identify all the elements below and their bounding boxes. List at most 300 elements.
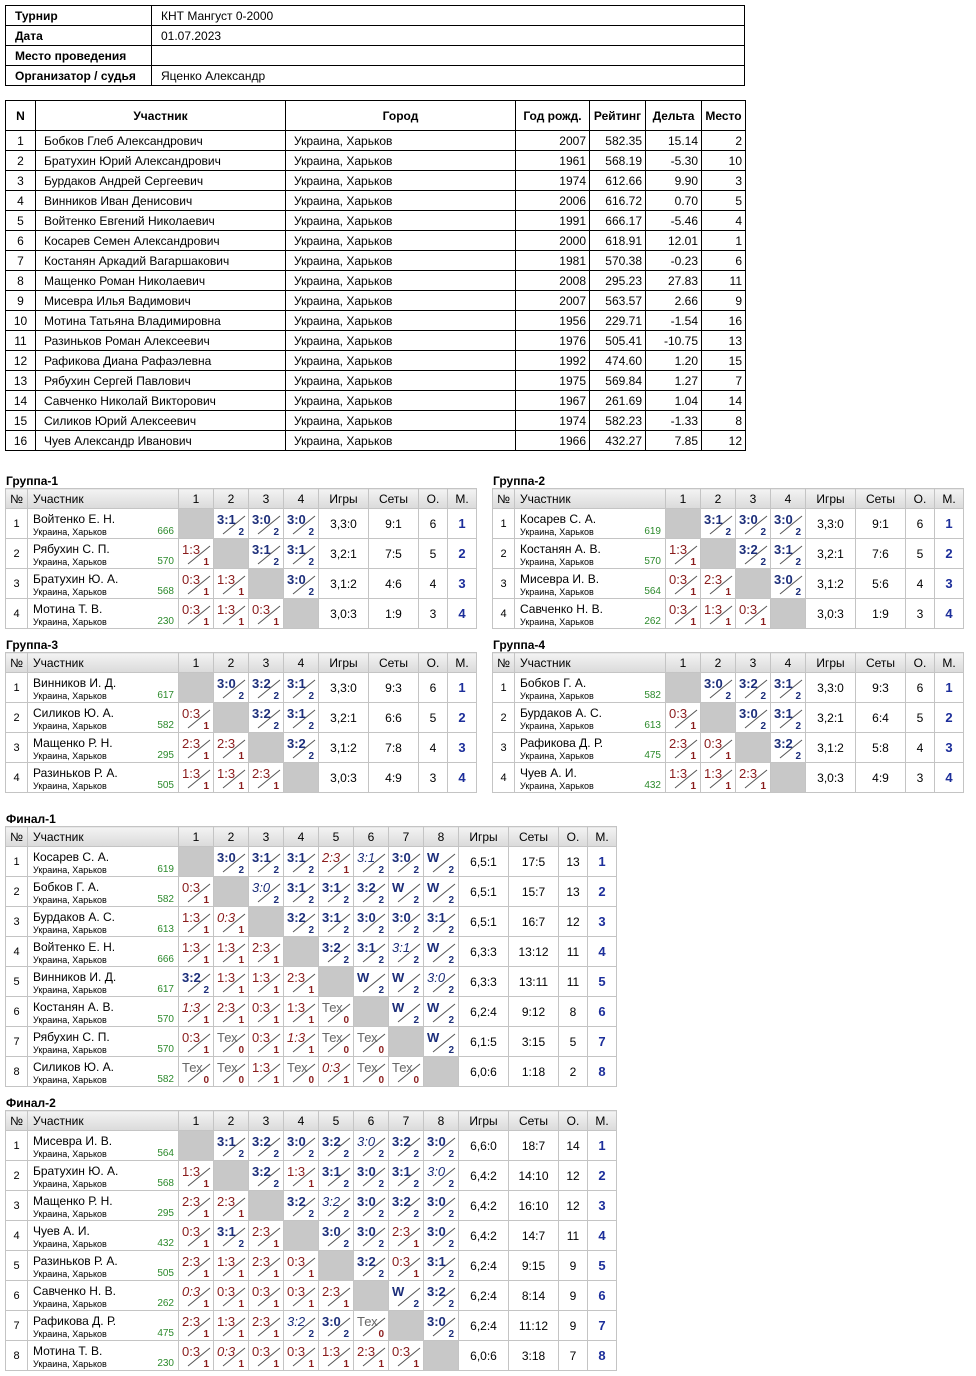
player-number: 4 xyxy=(6,937,28,967)
match-score: 0:3 xyxy=(252,1284,271,1299)
group-player-row xyxy=(6,1057,617,1087)
match-points: 2 xyxy=(413,895,419,906)
match-score: 0:3 xyxy=(182,602,201,617)
match-result-cell xyxy=(319,1027,354,1057)
group-column-header: 3 xyxy=(249,1111,284,1131)
participant-cell: 2006 xyxy=(516,191,590,211)
participant-cell: 1974 xyxy=(516,171,590,191)
match-result-cell xyxy=(284,1191,319,1221)
match-result-cell xyxy=(424,1027,459,1057)
match-score: 2:3 xyxy=(182,736,201,751)
participant-cell: 3 xyxy=(702,171,746,191)
match-score: 1:3 xyxy=(182,1000,201,1015)
group-column-header: М. xyxy=(588,1111,617,1131)
match-score: 3:2 xyxy=(774,736,793,751)
group-table xyxy=(5,652,477,793)
group-column-header: М. xyxy=(935,489,964,509)
player-city: Украина, Харьков xyxy=(520,691,594,701)
player-cell xyxy=(515,673,666,703)
match-result-cell xyxy=(319,997,354,1027)
player-number: 4 xyxy=(6,763,28,793)
player-name: Костанян А. В. xyxy=(33,1000,114,1014)
match-points: 2 xyxy=(343,955,349,966)
match-score: 0:3 xyxy=(739,602,758,617)
match-points: 2 xyxy=(378,1209,384,1220)
participant-cell: Войтенко Евгений Николаевич xyxy=(36,211,286,231)
match-points: 0 xyxy=(343,1045,349,1056)
player-number: 2 xyxy=(6,877,28,907)
player-place: 5 xyxy=(588,967,617,997)
match-score: 3:0 xyxy=(287,1134,306,1149)
player-cell xyxy=(28,1161,179,1191)
match-points: 0 xyxy=(343,1015,349,1026)
player-city: Украина, Харьков xyxy=(520,617,594,627)
group-player-row xyxy=(493,703,964,733)
match-points: 1 xyxy=(690,587,696,598)
match-score: 0:3 xyxy=(182,706,201,721)
match-score: 1:3 xyxy=(217,602,236,617)
match-score: 0:3 xyxy=(669,602,688,617)
match-result-cell xyxy=(214,967,249,997)
match-points: 2 xyxy=(308,751,314,762)
self-cell xyxy=(214,539,249,569)
match-result-cell xyxy=(319,1281,354,1311)
match-result-cell xyxy=(354,1057,389,1087)
self-cell xyxy=(736,569,771,599)
match-result-cell xyxy=(666,733,701,763)
player-place: 7 xyxy=(588,1311,617,1341)
self-cell xyxy=(701,703,736,733)
participant-cell: 618.91 xyxy=(590,231,646,251)
group-column-header: 2 xyxy=(701,653,736,673)
participant-cell: Братухин Юрий Александрович xyxy=(36,151,286,171)
player-name: Силиков Ю. А. xyxy=(33,1060,114,1074)
participant-cell: 1.27 xyxy=(646,371,702,391)
participant-cell: Украина, Харьков xyxy=(286,131,516,151)
match-points: 2 xyxy=(413,865,419,876)
player-sets: 14:10 xyxy=(509,1161,559,1191)
match-result-cell xyxy=(214,1311,249,1341)
match-result-cell xyxy=(249,847,284,877)
match-points: 2 xyxy=(343,925,349,936)
match-points: 2 xyxy=(378,985,384,996)
match-points: 2 xyxy=(795,527,801,538)
player-city: Украина, Харьков xyxy=(33,721,107,731)
participant-row xyxy=(6,351,746,371)
match-points: 2 xyxy=(413,1015,419,1026)
match-score: 0:3 xyxy=(217,910,236,925)
match-result-cell xyxy=(249,1027,284,1057)
match-score: 0:3 xyxy=(217,1284,236,1299)
match-points: 2 xyxy=(448,925,454,936)
player-cell xyxy=(28,907,179,937)
group-player-row xyxy=(6,907,617,937)
match-points: 1 xyxy=(308,1299,314,1310)
player-sets: 13:12 xyxy=(509,937,559,967)
self-cell xyxy=(771,599,806,629)
player-points: 14 xyxy=(559,1131,588,1161)
player-number: 1 xyxy=(6,673,28,703)
player-name: Бобков Г. А. xyxy=(33,880,100,894)
group-header-row xyxy=(6,489,477,509)
match-result-cell xyxy=(771,733,806,763)
match-points: 2 xyxy=(203,985,209,996)
match-points: 1 xyxy=(690,617,696,628)
player-points: 3 xyxy=(906,763,935,793)
participant-cell: Украина, Харьков xyxy=(286,431,516,451)
player-cell xyxy=(28,847,179,877)
participant-cell: Рябухин Сергей Павлович xyxy=(36,371,286,391)
player-cell xyxy=(28,539,179,569)
group-header-row xyxy=(6,1111,617,1131)
player-number: 3 xyxy=(6,1191,28,1221)
player-points: 3 xyxy=(419,763,448,793)
participant-cell: 2 xyxy=(6,151,36,171)
match-points: 2 xyxy=(378,1149,384,1160)
player-number: 7 xyxy=(6,1027,28,1057)
group-column-header: Игры xyxy=(459,1111,509,1131)
player-city: Украина, Харьков xyxy=(520,557,594,567)
match-points: 2 xyxy=(413,1209,419,1220)
match-score: 0:3 xyxy=(322,1060,341,1075)
player-number: 2 xyxy=(6,539,28,569)
player-number: 2 xyxy=(493,539,515,569)
match-result-cell xyxy=(319,1191,354,1221)
participant-cell: 1961 xyxy=(516,151,590,171)
match-result-cell xyxy=(771,569,806,599)
match-result-cell xyxy=(319,877,354,907)
participant-cell: 10 xyxy=(6,311,36,331)
player-city: Украина, Харьков xyxy=(520,751,594,761)
info-row-venue xyxy=(6,46,745,66)
participant-cell: 568.19 xyxy=(590,151,646,171)
match-score: 3:2 xyxy=(739,676,758,691)
match-score: Тех xyxy=(392,1060,413,1075)
player-city: Украина, Харьков xyxy=(33,895,107,905)
match-score: 3:2 xyxy=(392,1134,411,1149)
match-points: 2 xyxy=(378,895,384,906)
match-score: 1:3 xyxy=(704,602,723,617)
match-result-cell xyxy=(354,967,389,997)
player-city: Украина, Харьков xyxy=(33,1239,107,1249)
match-points: 0 xyxy=(308,1075,314,1086)
player-place: 2 xyxy=(935,703,964,733)
match-result-cell xyxy=(179,997,214,1027)
group-table xyxy=(492,488,964,629)
group-column-header: 5 xyxy=(319,827,354,847)
match-score: 3:0 xyxy=(357,1134,376,1149)
match-points: 1 xyxy=(343,1075,349,1086)
group-player-row xyxy=(6,539,477,569)
player-number: 3 xyxy=(6,569,28,599)
participant-cell: Савченко Николай Викторович xyxy=(36,391,286,411)
player-place: 1 xyxy=(935,673,964,703)
match-points: 2 xyxy=(448,1239,454,1250)
group-column-header: 6 xyxy=(354,827,389,847)
participant-cell: -1.33 xyxy=(646,411,702,431)
group-column-header: М. xyxy=(935,653,964,673)
participant-cell: 474.60 xyxy=(590,351,646,371)
player-points: 3 xyxy=(419,599,448,629)
match-result-cell xyxy=(319,1341,354,1371)
match-result-cell xyxy=(319,1161,354,1191)
match-result-cell xyxy=(249,1057,284,1087)
match-points: 0 xyxy=(238,1075,244,1086)
player-points: 7 xyxy=(559,1341,588,1371)
participant-cell: Украина, Харьков xyxy=(286,371,516,391)
participant-cell: 6 xyxy=(702,251,746,271)
participant-row xyxy=(6,151,746,171)
self-cell xyxy=(319,1251,354,1281)
player-city: Украина, Харьков xyxy=(33,751,107,761)
match-points: 2 xyxy=(378,1239,384,1250)
player-games: 3,2:1 xyxy=(319,539,369,569)
group-column-header: М. xyxy=(588,827,617,847)
player-city: Украина, Харьков xyxy=(33,1015,107,1025)
match-result-cell xyxy=(179,703,214,733)
player-name: Рафикова Д. Р. xyxy=(520,736,604,750)
player-sets: 7:6 xyxy=(856,539,906,569)
match-points: 2 xyxy=(273,557,279,568)
player-games: 6,2:4 xyxy=(459,1251,509,1281)
match-points: 1 xyxy=(203,557,209,568)
match-points: 1 xyxy=(308,1179,314,1190)
player-games: 3,1:2 xyxy=(319,569,369,599)
match-points: 2 xyxy=(308,865,314,876)
participants-column-header: Участник xyxy=(36,101,286,131)
participant-cell: Мащенко Роман Николаевич xyxy=(36,271,286,291)
self-cell xyxy=(249,569,284,599)
participants-column-header: Рейтинг xyxy=(590,101,646,131)
match-result-cell xyxy=(424,1191,459,1221)
match-points: 1 xyxy=(273,1359,279,1370)
player-name: Мащенко Р. Н. xyxy=(33,736,113,750)
match-result-cell xyxy=(179,763,214,793)
match-result-cell xyxy=(736,703,771,733)
match-score: Тех xyxy=(217,1030,238,1045)
match-points: 2 xyxy=(238,865,244,876)
player-cell xyxy=(28,1027,179,1057)
match-result-cell xyxy=(214,1027,249,1057)
match-result-cell xyxy=(179,1221,214,1251)
match-score: 1:3 xyxy=(322,1344,341,1359)
self-cell xyxy=(666,673,701,703)
participant-cell: Мисевра Илья Вадимович xyxy=(36,291,286,311)
match-result-cell xyxy=(284,1057,319,1087)
participant-cell: Разиньков Роман Алексеевич xyxy=(36,331,286,351)
participant-row xyxy=(6,231,746,251)
match-result-cell xyxy=(771,673,806,703)
participant-cell: 7.85 xyxy=(646,431,702,451)
match-score: 1:3 xyxy=(287,1164,306,1179)
player-games: 3,0:3 xyxy=(806,599,856,629)
participant-cell: 8 xyxy=(6,271,36,291)
player-sets: 16:7 xyxy=(509,907,559,937)
match-result-cell xyxy=(424,997,459,1027)
match-points: 0 xyxy=(413,1075,419,1086)
match-points: 1 xyxy=(238,1269,244,1280)
participant-cell: 569.84 xyxy=(590,371,646,391)
match-score: 3:2 xyxy=(287,1194,306,1209)
match-result-cell xyxy=(389,1191,424,1221)
participant-row xyxy=(6,391,746,411)
match-score: 3:0 xyxy=(427,1164,446,1179)
match-points: 2 xyxy=(238,691,244,702)
match-score: 2:3 xyxy=(252,1314,271,1329)
match-score: 2:3 xyxy=(357,1344,376,1359)
player-rating: 505 xyxy=(157,780,174,791)
participants-column-header: Город xyxy=(286,101,516,131)
self-cell xyxy=(736,733,771,763)
participant-cell: Украина, Харьков xyxy=(286,171,516,191)
match-score: W xyxy=(392,1284,405,1299)
match-points: 2 xyxy=(760,721,766,732)
match-points: 2 xyxy=(273,691,279,702)
player-number: 1 xyxy=(6,847,28,877)
match-result-cell xyxy=(284,1281,319,1311)
participant-cell: 13 xyxy=(6,371,36,391)
match-result-cell xyxy=(424,1161,459,1191)
player-sets: 4:6 xyxy=(369,569,419,599)
player-points: 6 xyxy=(906,673,935,703)
match-result-cell xyxy=(666,703,701,733)
player-city: Украина, Харьков xyxy=(33,691,107,701)
match-result-cell xyxy=(179,1341,214,1371)
group-column-header: Сеты xyxy=(369,653,419,673)
match-score: 3:0 xyxy=(357,1224,376,1239)
match-result-cell xyxy=(424,877,459,907)
group-column-header: Игры xyxy=(806,489,856,509)
player-name: Чуев А. И. xyxy=(520,766,577,780)
player-points: 9 xyxy=(559,1311,588,1341)
player-points: 6 xyxy=(906,509,935,539)
player-rating: 230 xyxy=(157,616,174,627)
group-column-header: 3 xyxy=(249,827,284,847)
group-player-row xyxy=(6,1221,617,1251)
player-cell xyxy=(28,703,179,733)
match-points: 2 xyxy=(343,1329,349,1340)
match-score: 3:1 xyxy=(287,706,306,721)
match-result-cell xyxy=(214,1281,249,1311)
self-cell xyxy=(389,1311,424,1341)
match-points: 0 xyxy=(238,1045,244,1056)
match-points: 1 xyxy=(725,617,731,628)
group-player-row xyxy=(6,1251,617,1281)
player-games: 3,1:2 xyxy=(319,733,369,763)
player-number: 3 xyxy=(6,907,28,937)
match-points: 2 xyxy=(795,751,801,762)
player-place: 2 xyxy=(935,539,964,569)
player-name: Винников И. Д. xyxy=(33,676,117,690)
match-result-cell xyxy=(214,673,249,703)
participants-header-row xyxy=(6,101,746,131)
match-score: 3:2 xyxy=(357,1254,376,1269)
match-score: Тех xyxy=(357,1060,378,1075)
group-column-header: 8 xyxy=(424,827,459,847)
match-points: 2 xyxy=(448,1015,454,1026)
player-games: 6,6:0 xyxy=(459,1131,509,1161)
match-score: 1:3 xyxy=(217,940,236,955)
group-column-header: 4 xyxy=(771,489,806,509)
group-column-header: Игры xyxy=(319,489,369,509)
match-result-cell xyxy=(389,1131,424,1161)
group-column-header: 6 xyxy=(354,1111,389,1131)
match-score: 3:0 xyxy=(217,676,236,691)
participant-cell: 582.23 xyxy=(590,411,646,431)
match-result-cell xyxy=(424,937,459,967)
match-score: 3:0 xyxy=(322,1314,341,1329)
participant-cell: 2007 xyxy=(516,131,590,151)
match-points: 2 xyxy=(378,865,384,876)
self-cell xyxy=(771,763,806,793)
group-column-header: № xyxy=(6,827,28,847)
match-score: W xyxy=(427,850,440,865)
player-city: Украина, Харьков xyxy=(33,1299,107,1309)
match-points: 1 xyxy=(413,1359,419,1370)
player-name: Косарев С. А. xyxy=(520,512,597,526)
match-result-cell xyxy=(389,1057,424,1087)
group-player-row xyxy=(6,1281,617,1311)
player-rating: 570 xyxy=(157,1044,174,1055)
match-result-cell xyxy=(179,1311,214,1341)
player-number: 8 xyxy=(6,1057,28,1087)
match-score: 3:2 xyxy=(322,1194,341,1209)
match-points: 1 xyxy=(238,1209,244,1220)
match-points: 1 xyxy=(203,1209,209,1220)
group-column-header: Сеты xyxy=(856,653,906,673)
player-name: Мисевра И. В. xyxy=(520,572,600,586)
match-score: 1:3 xyxy=(669,766,688,781)
match-result-cell xyxy=(319,1131,354,1161)
participant-cell: 505.41 xyxy=(590,331,646,351)
match-result-cell xyxy=(389,1251,424,1281)
match-result-cell xyxy=(354,937,389,967)
group-player-row xyxy=(493,599,964,629)
player-place: 3 xyxy=(448,733,477,763)
player-cell xyxy=(515,539,666,569)
group-column-header: Игры xyxy=(459,827,509,847)
group-column-header: № xyxy=(493,653,515,673)
group-column-header: 1 xyxy=(179,489,214,509)
group-table xyxy=(5,1110,617,1371)
match-result-cell xyxy=(354,1161,389,1191)
match-score: Тех xyxy=(182,1060,203,1075)
match-score: 0:3 xyxy=(182,1030,201,1045)
group-column-header: Сеты xyxy=(509,827,559,847)
match-score: 3:1 xyxy=(357,850,376,865)
match-points: 2 xyxy=(448,1149,454,1160)
match-result-cell xyxy=(424,1311,459,1341)
match-result-cell xyxy=(249,539,284,569)
participant-row xyxy=(6,411,746,431)
match-result-cell xyxy=(284,733,319,763)
match-result-cell xyxy=(284,703,319,733)
player-games: 3,2:1 xyxy=(806,703,856,733)
self-cell xyxy=(249,733,284,763)
player-sets: 9:15 xyxy=(509,1251,559,1281)
match-result-cell xyxy=(701,763,736,793)
match-result-cell xyxy=(736,763,771,793)
match-result-cell xyxy=(701,673,736,703)
match-score: 0:3 xyxy=(704,736,723,751)
match-result-cell xyxy=(389,1341,424,1371)
group-player-row xyxy=(6,673,477,703)
player-place: 2 xyxy=(448,703,477,733)
player-games: 3,0:3 xyxy=(319,763,369,793)
group-title: Группа-1 xyxy=(6,474,59,488)
player-sets: 1:9 xyxy=(369,599,419,629)
match-score: 3:1 xyxy=(704,512,723,527)
